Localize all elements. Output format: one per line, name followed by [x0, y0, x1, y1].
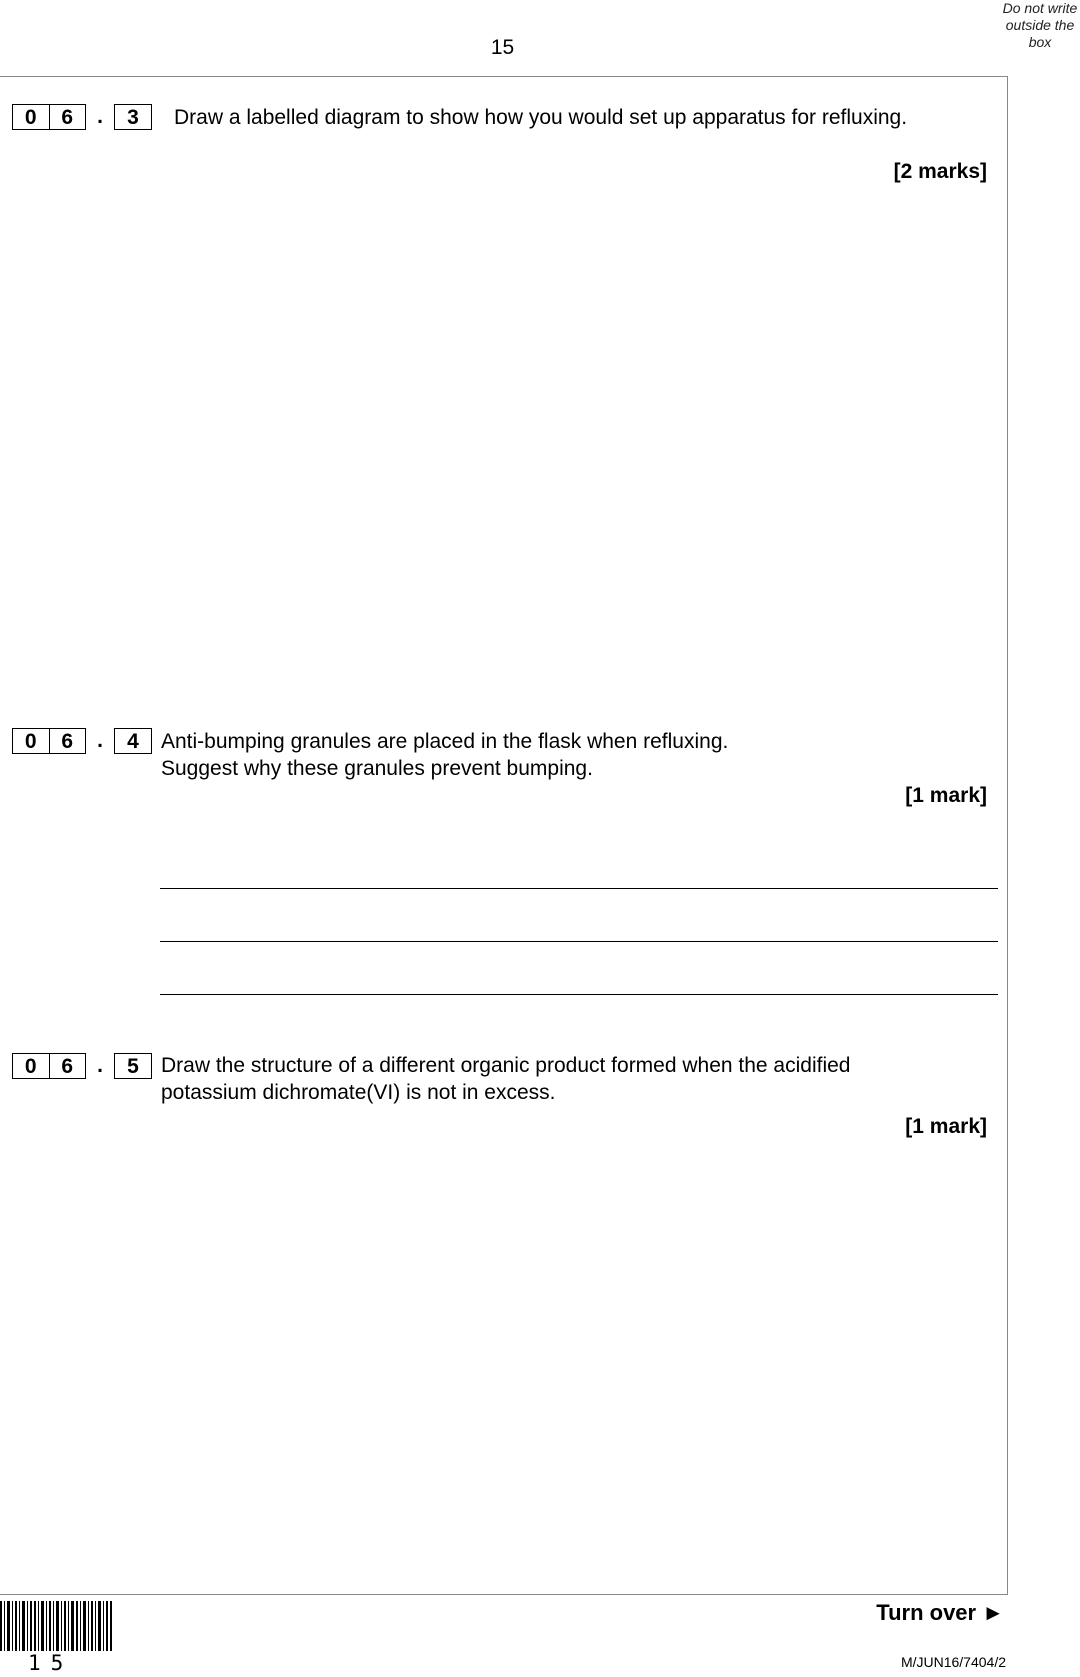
- question-digit: 6: [49, 105, 86, 129]
- question-text-06-3: Draw a labelled diagram to show how you would set up apparatus for refluxing.: [174, 106, 908, 129]
- turn-over-label: Turn over ►: [876, 1600, 1004, 1625]
- question-digit: 6: [49, 1054, 86, 1078]
- question-number-06-4: [12, 728, 152, 754]
- question-text-06-5-line2: potassium dichromate(VI) is not in excess.: [161, 1081, 556, 1104]
- question-text-06-5-line1: Draw the structure of a different organic product formed when the acidified: [161, 1054, 851, 1077]
- question-text-06-4-line1: Anti-bumping granules are placed in the flask when refluxing.: [161, 730, 729, 753]
- marks-06-5: [1 mark]: [905, 1115, 987, 1138]
- barcode: [0, 1601, 112, 1651]
- answer-line[interactable]: [160, 994, 998, 995]
- question-number-box: [12, 104, 86, 130]
- question-number-box: [12, 1053, 86, 1079]
- question-number-box: [12, 728, 86, 754]
- margin-note: Do not write outside the box: [1002, 0, 1078, 50]
- question-digit: 0: [24, 730, 37, 753]
- question-text-06-4-line2: Suggest why these granules prevent bumping.: [161, 757, 593, 780]
- question-part-box: 5: [114, 1053, 152, 1079]
- question-digit: 6: [49, 729, 86, 753]
- question-number-06-5: [12, 1053, 152, 1079]
- marks-06-3: [2 marks]: [893, 160, 987, 183]
- marks-06-4: [1 mark]: [905, 784, 987, 807]
- barcode-digits: 15: [28, 1651, 74, 1675]
- question-dot: .: [97, 1054, 103, 1077]
- question-part-box: 3: [114, 104, 152, 130]
- question-number-06-3: [12, 104, 152, 130]
- question-dot: .: [97, 729, 103, 752]
- question-dot: .: [97, 105, 103, 128]
- page-number: 15: [490, 36, 515, 59]
- paper-code: M/JUN16/7404/2: [900, 1654, 1006, 1670]
- question-digit: 0: [24, 106, 37, 129]
- answer-line[interactable]: [160, 888, 998, 889]
- question-digit: 0: [24, 1055, 37, 1078]
- answer-line[interactable]: [160, 941, 998, 942]
- answer-box: [0, 76, 1008, 1595]
- question-part-box: 4: [114, 728, 152, 754]
